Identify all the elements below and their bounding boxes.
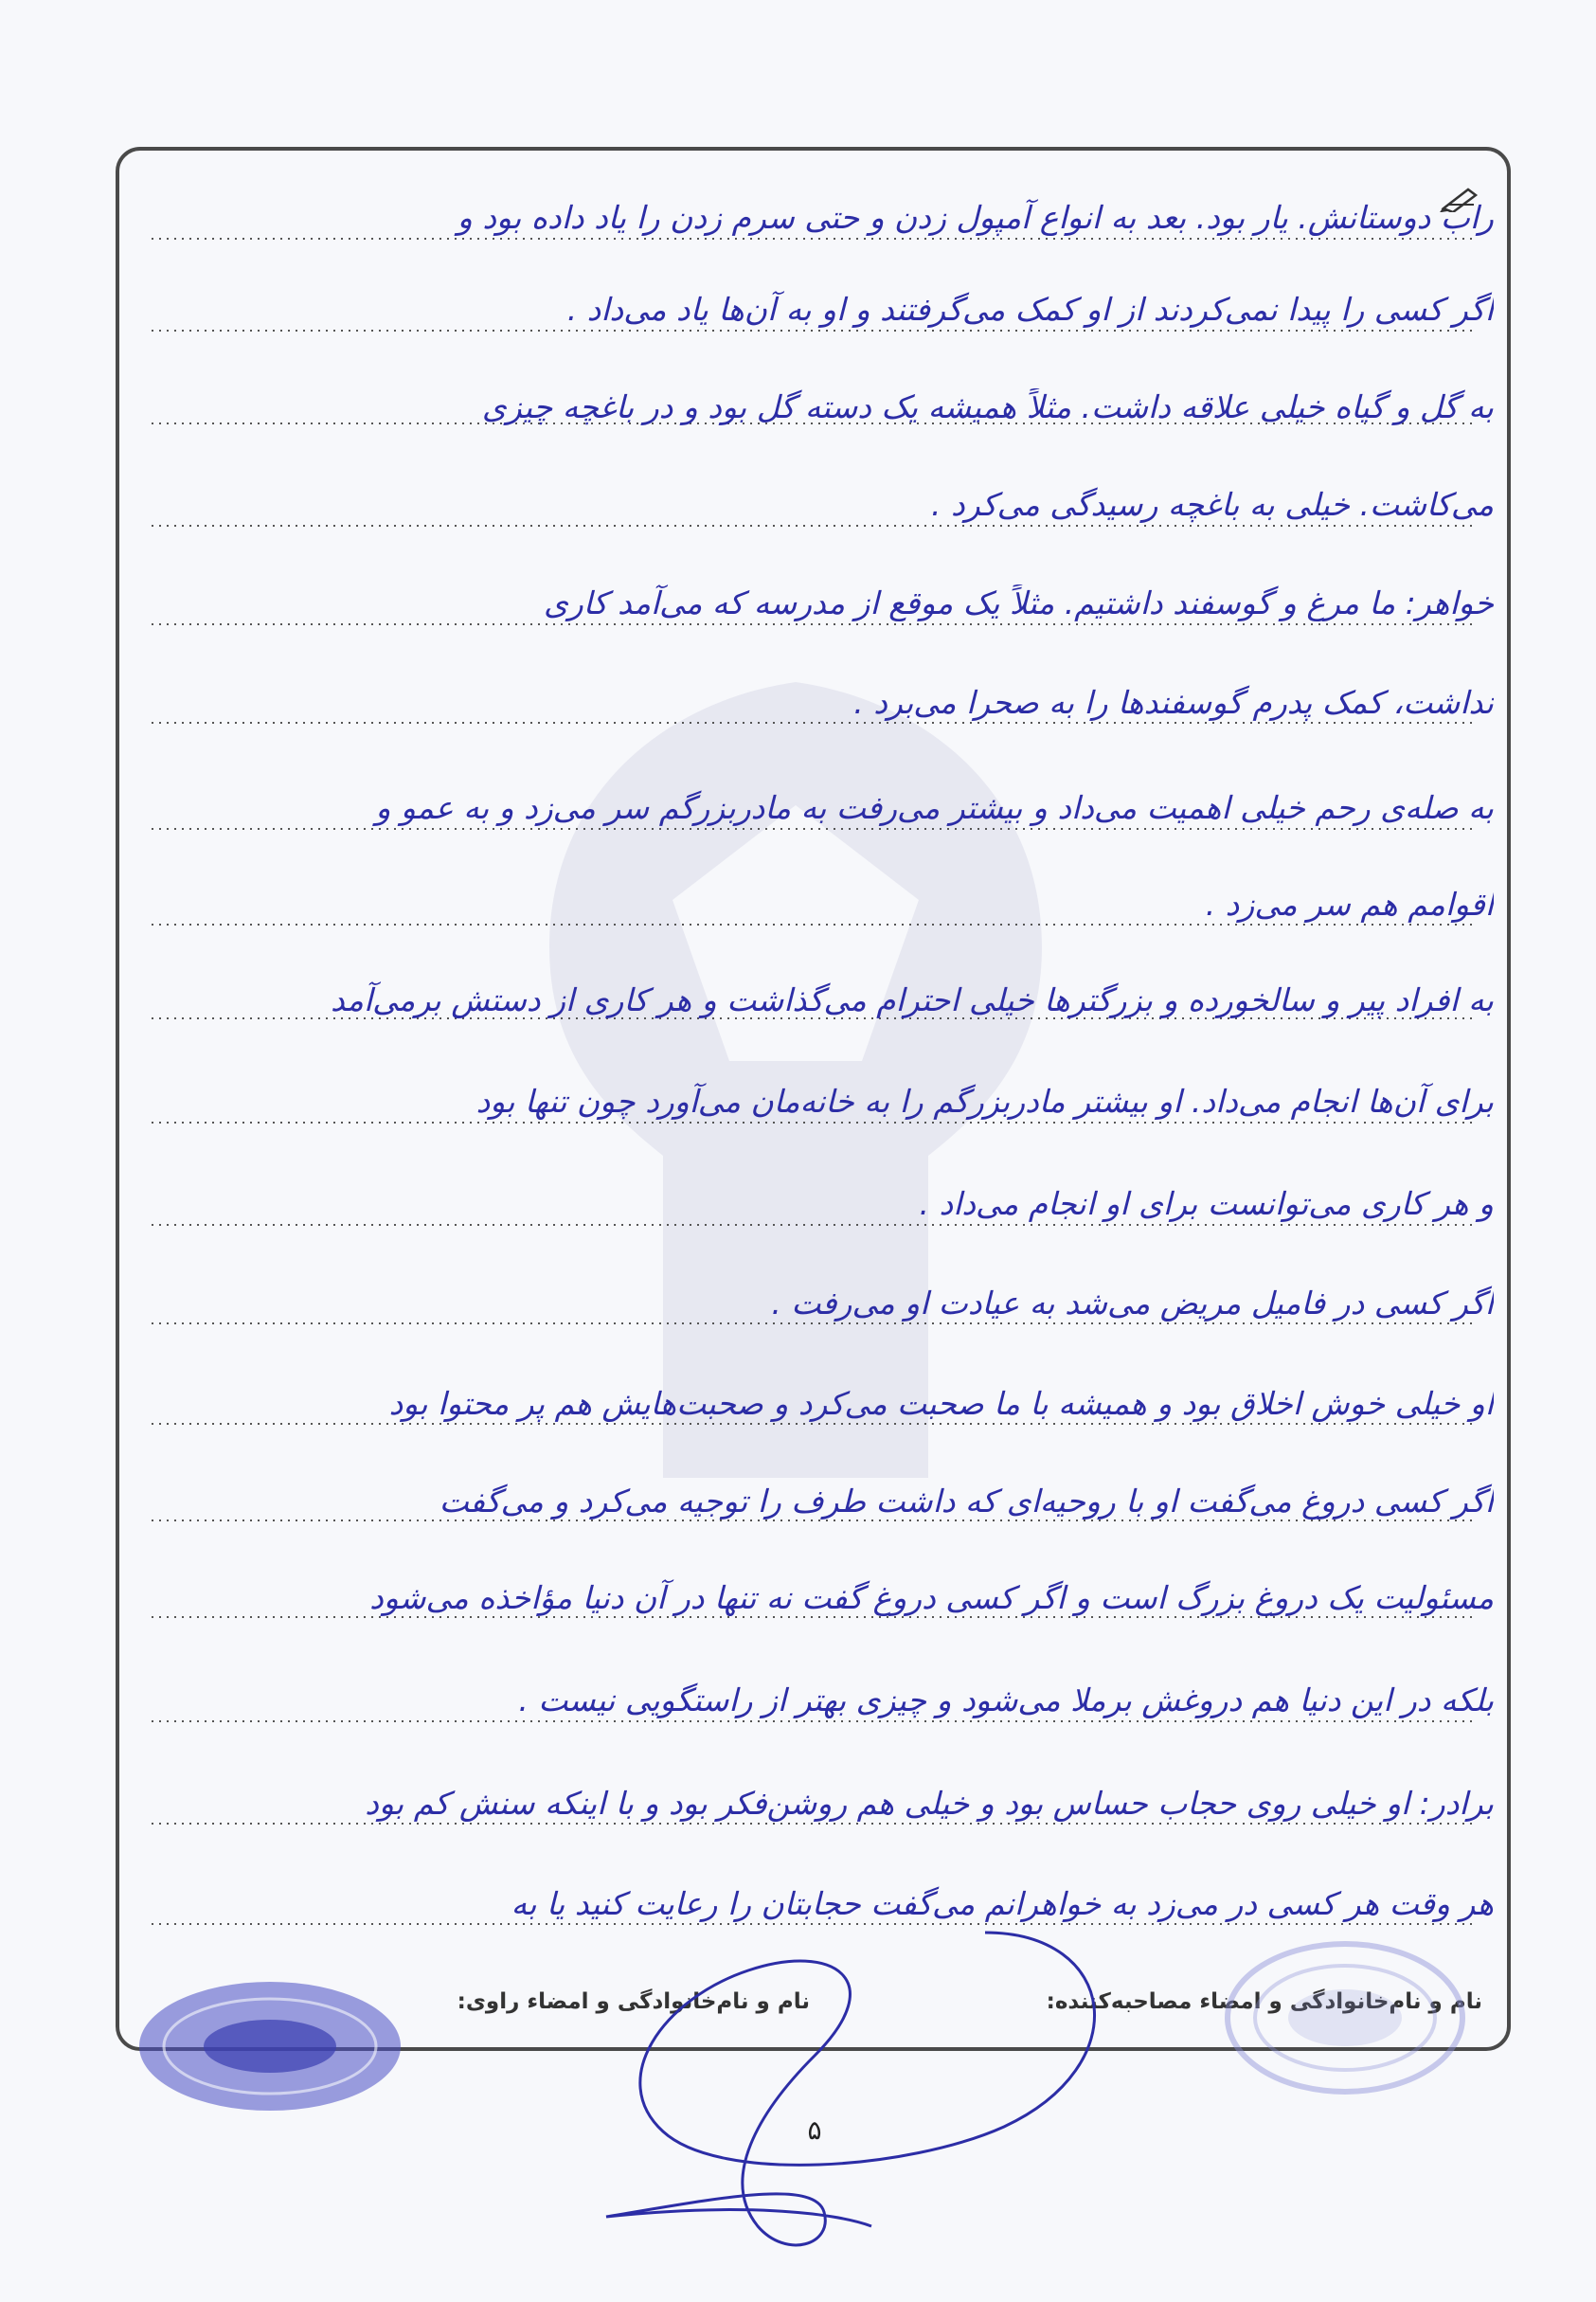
handwritten-line: بلکه در این دنیا هم دروغش برملا می‌شود و چیزی بهتر از راستگویی نیست . [518,1682,1494,1718]
handwritten-line: به گل و گیاه خیلی علاقه داشت. مثلاً همیشه یک دسته گل بود و در باغچه چیزی [481,388,1494,425]
handwritten-line: اگر کسی دروغ می‌گفت او با روحیه‌ای که داشت طرف را توجیه می‌کرد و می‌گفت [439,1483,1494,1520]
interviewer-signature-label: نام و نام‌خانوادگی و امضاء مصاحبه‌کننده: [1046,1989,1482,2014]
handwritten-line: برادر: او خیلی روی حجاب حساس بود و خیلی هم روشن‌فکر بود و با اینکه سنش کم بود [365,1785,1494,1822]
narrator-signature-label: نام و نام‌خانوادگی و امضاء راوی: [457,1989,810,2014]
handwritten-line: اقوامم هم سر می‌زد . [1205,886,1494,923]
handwritten-line: او خیلی خوش اخلاق بود و همیشه با ما صحبت می‌کرد و صحبت‌هایش هم پر محتوا بود [388,1385,1494,1422]
handwritten-line: اگر کسی در فامیل مریض می‌شد به عیادت او می‌رفت . [771,1285,1494,1322]
handwritten-line: هر وقت هر کسی در می‌زد به خواهرانم می‌گفت حجابتان را رعایت کنید یا به [511,1885,1494,1922]
handwritten-line: اگر کسی را پیدا نمی‌کردند از او کمک می‌گرفتند و او به آن‌ها یاد می‌داد . [566,291,1494,328]
right-stamp [1222,1937,1468,2098]
handwritten-line: و هر کاری می‌توانست برای او انجام می‌داد . [919,1185,1494,1222]
handwritten-line: مسئولیت یک دروغ بزرگ است و اگر کسی دروغ گفت نه تنها در آن دنیا مؤاخذه می‌شود [369,1579,1494,1616]
left-stamp [133,1975,407,2117]
handwritten-line: به صله‌ی رحم خیلی اهمیت می‌داد و بیشتر می‌رفت به مادربزرگم سر می‌زد و به عمو و [375,789,1494,826]
handwritten-line: راب دوستانش. یار بود. بعد به انواع آمپول زدن و حتی سرم زدن را یاد داده بود و [457,199,1494,236]
handwritten-line: برای آن‌ها انجام می‌داد. او بیشتر مادربزرگم را به خانه‌مان می‌آورد چون تنها بود [475,1083,1494,1120]
page-number: ۵ [807,2114,822,2146]
handwritten-line: می‌کاشت. خیلی به باغچه رسیدگی می‌کرد . [931,486,1494,523]
handwritten-line: خواهر: ما مرغ و گوسفند داشتیم. مثلاً یک موقع از مدرسه که می‌آمد کاری [544,584,1494,621]
handwritten-line: نداشت، کمک پدرم گوسفندها را به صحرا می‌برد . [853,684,1494,721]
handwritten-line: به افراد پیر و سالخورده و بزرگترها خیلی احترام می‌گذاشت و هر کاری از دستش برمی‌آمد [330,981,1494,1018]
